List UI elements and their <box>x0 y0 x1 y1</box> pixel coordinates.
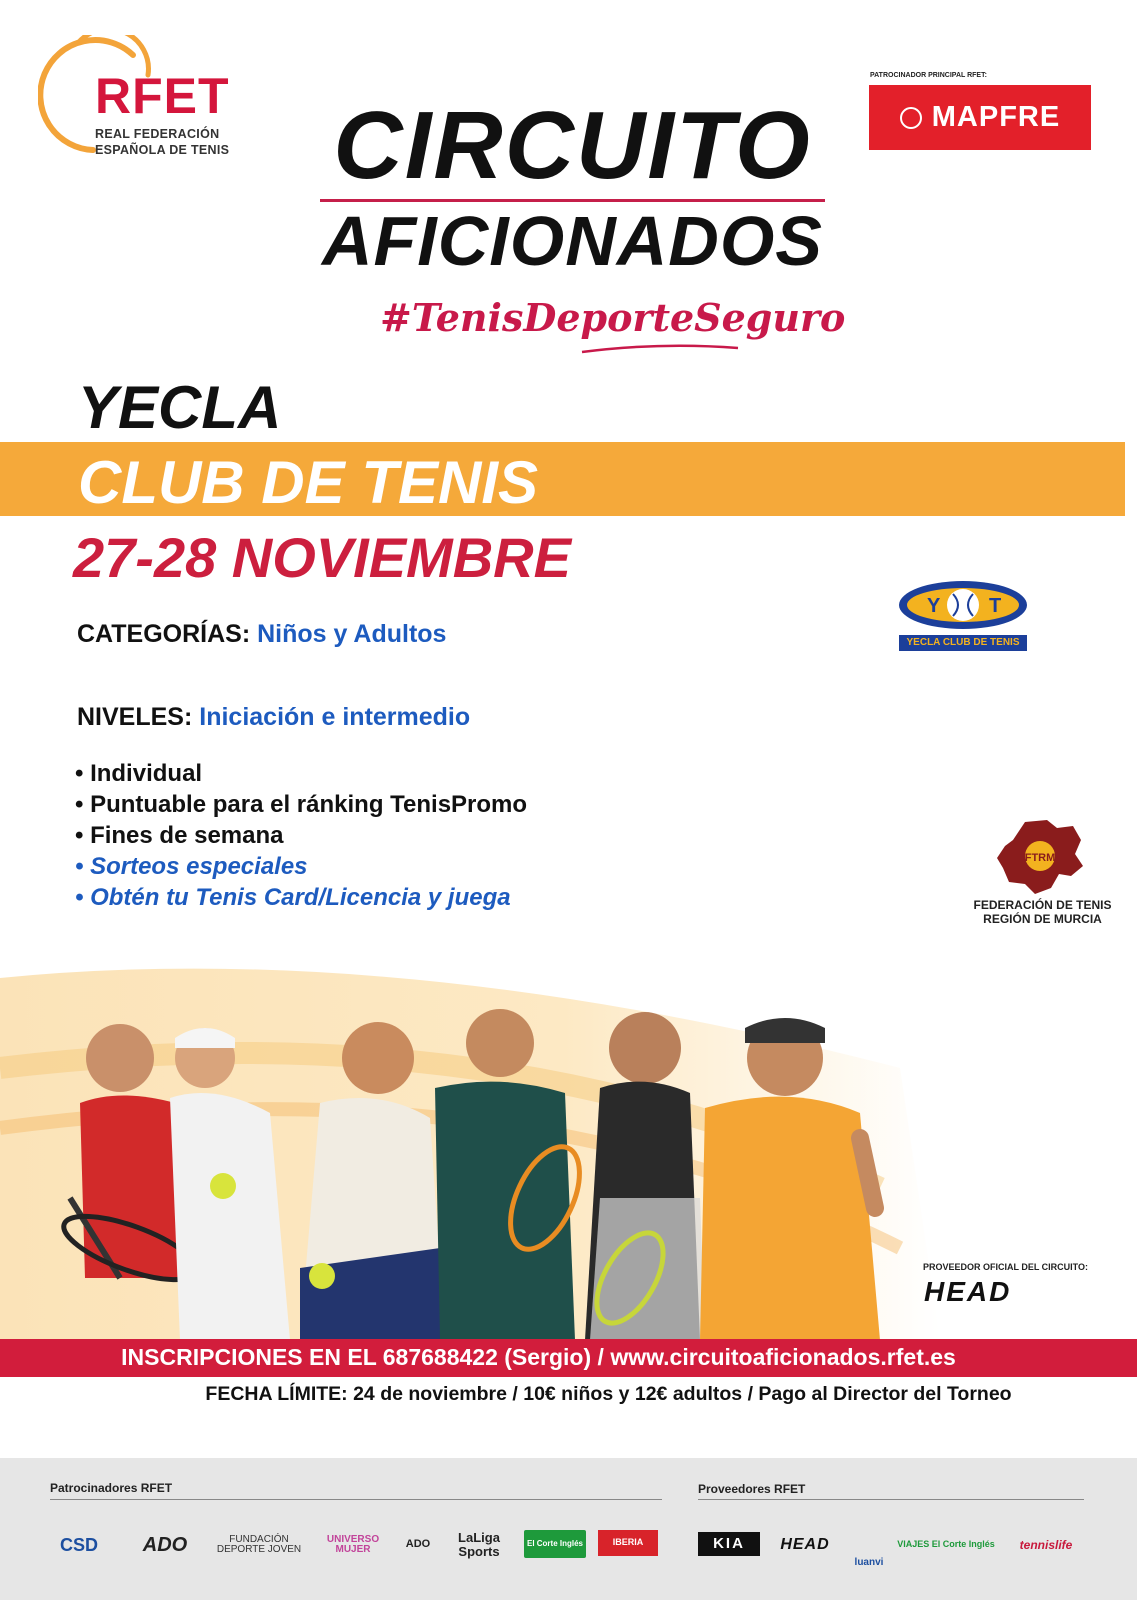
feature-list <box>75 758 527 913</box>
feature-item: • Puntuable para el ránking TenisPromo <box>75 791 528 818</box>
main-sponsor-caption: PATROCINADOR PRINCIPAL RFET: <box>870 72 987 79</box>
club-emblem-icon <box>897 579 1029 633</box>
sponsor-name: IBERIA <box>612 1537 644 1548</box>
hashtag: #TenisDeporteSeguro <box>380 295 846 340</box>
rfet-name-line2: ESPAÑOLA DE TENIS <box>95 143 230 157</box>
provider-logo <box>698 1532 760 1556</box>
levels-value: Iniciación e intermedio <box>199 703 471 731</box>
sponsor-name: ADO <box>405 1538 431 1551</box>
levels-label: NIVELES: <box>77 703 193 731</box>
provider-name: HEAD <box>780 1535 830 1553</box>
sponsor-logo <box>524 1530 586 1558</box>
circuit-title: CIRCUITO <box>333 92 812 199</box>
sponsor-name: ADO <box>142 1533 188 1556</box>
circuit-supplier-caption: PROVEEDOR OFICIAL DEL CIRCUITO: <box>923 1262 1089 1272</box>
club-logo <box>897 579 1032 654</box>
provider-logo <box>770 1522 840 1568</box>
ftrm-name-line1: FEDERACIÓN DE TENIS <box>973 898 1112 912</box>
levels-row <box>77 703 470 732</box>
murcia-region-icon <box>995 818 1085 896</box>
provider-logo <box>1004 1522 1088 1568</box>
ftrm-logo <box>955 818 1130 928</box>
circuit-subtitle: AFICIONADOS <box>322 202 823 280</box>
feature-item: • Fines de semana <box>75 822 284 849</box>
event-dates: 27-28 NOVIEMBRE <box>73 526 571 589</box>
categories-label: CATEGORÍAS: <box>77 620 251 648</box>
event-city: YECLA <box>78 374 282 441</box>
providers-label: Proveedores RFET <box>698 1482 806 1496</box>
sponsor-name: UNIVERSO MUJER <box>326 1533 380 1555</box>
ftrm-abbr: FTRM <box>1024 852 1056 864</box>
provider-name: KIA <box>713 1535 745 1553</box>
sponsor-name: CSD <box>59 1534 98 1555</box>
sponsor-name: FUNDACIÓN DEPORTE JOVEN <box>216 1533 302 1555</box>
categories-row <box>77 620 446 649</box>
hashtag-underline <box>580 342 740 354</box>
club-letter-t: T <box>989 595 1002 617</box>
sponsor-logo <box>444 1522 514 1568</box>
rfet-name-line1: REAL FEDERACIÓN <box>95 127 220 141</box>
feature-item-highlight: • Obtén tu Tenis Card/Licencia y juega <box>75 884 511 911</box>
sponsor-logo <box>124 1522 206 1568</box>
mapfre-wordmark: MAPFRE <box>931 101 1061 133</box>
head-logo: HEAD <box>924 1276 1012 1307</box>
sponsor-logo <box>398 1522 438 1568</box>
mapfre-emblem-icon <box>900 107 922 129</box>
provider-name: VIAJES El Corte Inglés <box>897 1539 995 1550</box>
event-venue: CLUB DE TENIS <box>78 449 539 516</box>
sponsors-divider <box>50 1499 662 1500</box>
provider-name: tennislife <box>1019 1537 1073 1552</box>
categories-value: Niños y Adultos <box>257 620 447 648</box>
registration-deadline: FECHA LÍMITE: 24 de noviembre / 10€ niños y 12€ adultos / Pago al Director del Torneo <box>205 1383 1012 1405</box>
sponsor-name: LaLiga Sports <box>458 1530 500 1559</box>
provider-name: luanvi <box>854 1556 884 1568</box>
sponsor-logo <box>214 1522 304 1568</box>
providers-divider <box>698 1499 1084 1500</box>
club-letter-y: Y <box>927 595 941 617</box>
registration-text: INSCRIPCIONES EN EL 687688422 (Sergio) / www.circuitoaficionados.rfet.es <box>121 1344 956 1370</box>
sponsor-name: El Corte Inglés <box>526 1538 583 1548</box>
ftrm-name-line2: REGIÓN DE MURCIA <box>983 912 1102 926</box>
sponsor-logo <box>598 1530 658 1556</box>
rfet-letters: RFET <box>95 68 230 124</box>
provider-logo <box>848 1522 890 1568</box>
provider-logo <box>896 1522 996 1568</box>
feature-item-highlight: • Sorteos especiales <box>75 853 308 880</box>
rfet-logo <box>38 35 248 160</box>
sponsor-logo <box>316 1522 390 1568</box>
feature-item: • Individual <box>75 760 203 787</box>
mapfre-logo <box>869 85 1091 150</box>
sponsor-logo <box>48 1522 110 1568</box>
club-caption: YECLA CLUB DE TENIS <box>899 635 1027 651</box>
sponsors-label: Patrocinadores RFET <box>50 1481 173 1495</box>
